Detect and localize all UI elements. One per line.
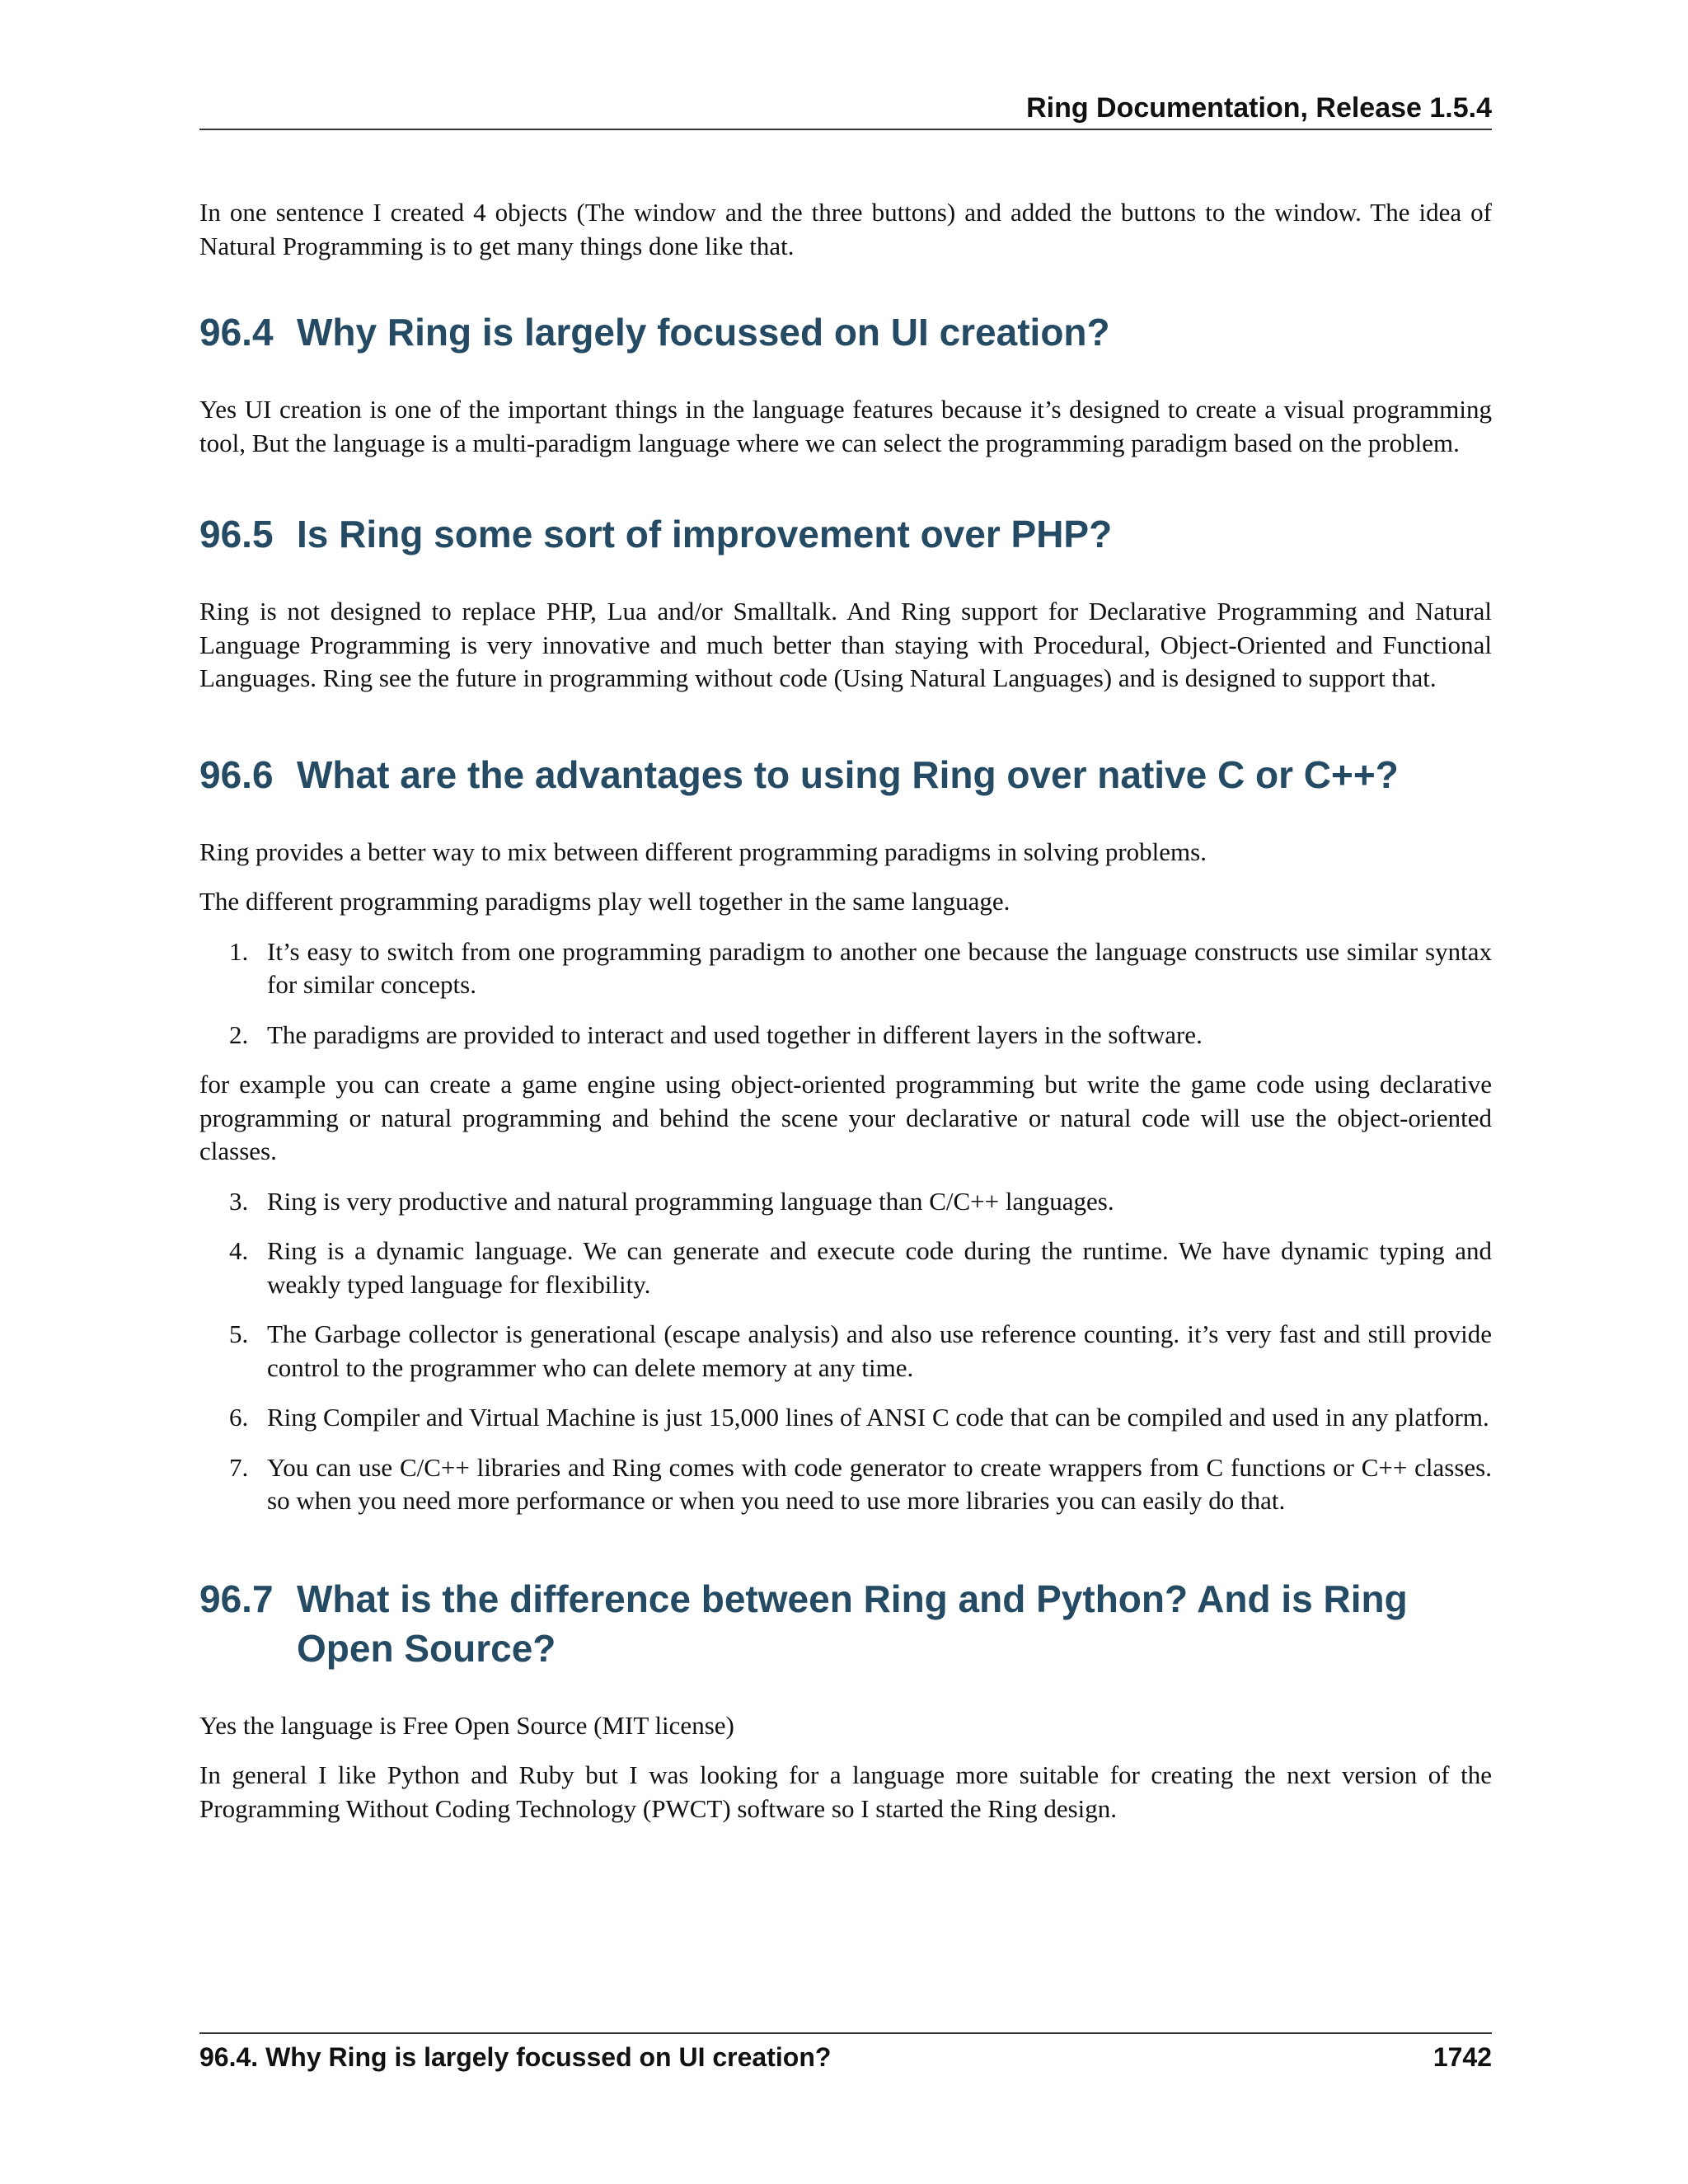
paragraph: The different programming paradigms play well together in the same language. xyxy=(199,887,1010,916)
list-item xyxy=(199,1451,1492,1518)
section-heading-96-6 xyxy=(199,750,1492,799)
header-title: Ring Documentation, Release 1.5.4 xyxy=(1026,92,1492,124)
section-number: 96.6 xyxy=(199,752,274,796)
section-title: What are the advantages to using Ring over native C or C++? xyxy=(297,752,1399,796)
list-number: 7. xyxy=(229,1452,249,1482)
section-title: What is the difference between Ring and Python? And is Ring Open Source? xyxy=(297,1577,1408,1670)
list-item xyxy=(199,1401,1492,1435)
advantages-list-1 xyxy=(199,935,1492,1052)
list-number: 5. xyxy=(229,1319,249,1348)
section-heading-96-4 xyxy=(199,307,1492,357)
list-number: 4. xyxy=(229,1236,249,1265)
footer-section-title: 96.4. Why Ring is largely focussed on UI creation? xyxy=(199,2042,832,2072)
list-item xyxy=(199,935,1492,1002)
list-text: The Garbage collector is generational (escape analysis) and also use reference counting. it’s very fast and still provide control to the programmer who can delete memory at any time. xyxy=(267,1319,1492,1382)
page-footer xyxy=(199,2032,1492,2072)
list-number: 6. xyxy=(229,1403,249,1432)
paragraph: Yes UI creation is one of the important things in the language features because it’s designed to create a visual programming tool, But the language is a multi-paradigm language where we can select the programming paradigm based on the problem. xyxy=(199,395,1492,457)
page-header xyxy=(199,91,1492,130)
advantages-list-2 xyxy=(199,1185,1492,1518)
paragraph: In general I like Python and Ruby but I was looking for a language more suitable for creating the next version of the Programming Without Coding Technology (PWCT) software so I started the Ring design. xyxy=(199,1760,1492,1823)
paragraph: Ring provides a better way to mix between different programming paradigms in solving problems. xyxy=(199,837,1207,866)
paragraph: for example you can create a game engine using object-oriented programming but write the game code using declarative programming or natural programming and behind the scene your declarative or natural code will use the object-oriented classes. xyxy=(199,1070,1492,1165)
section-number: 96.4 xyxy=(199,311,274,354)
section-number: 96.7 xyxy=(199,1577,274,1620)
list-text: Ring is a dynamic language. We can generate and execute code during the runtime. We have dynamic typing and weakly typed language for flexibility. xyxy=(267,1236,1492,1299)
list-item xyxy=(199,1318,1492,1385)
list-item xyxy=(199,1185,1492,1219)
list-item xyxy=(199,1235,1492,1301)
paragraph: Yes the language is Free Open Source (MIT license) xyxy=(199,1710,734,1740)
section-title: Why Ring is largely focussed on UI creation? xyxy=(297,311,1110,354)
list-item xyxy=(199,1019,1492,1052)
list-text: It’s easy to switch from one programming paradigm to another one because the language constructs use similar syntax for similar concepts. xyxy=(267,936,1492,999)
list-text: Ring is very productive and natural programming language than C/C++ languages. xyxy=(267,1186,1114,1216)
list-number: 2. xyxy=(229,1019,249,1049)
list-number: 3. xyxy=(229,1186,249,1216)
list-text: You can use C/C++ libraries and Ring comes with code generator to create wrappers from C functions or C++ classes. so when you need more performance or when you need to use more libraries you can easily do that. xyxy=(267,1452,1492,1515)
list-text: The paradigms are provided to interact and used together in different layers in the software. xyxy=(267,1019,1203,1049)
section-title: Is Ring some sort of improvement over PHP? xyxy=(297,513,1113,555)
intro-paragraph: In one sentence I created 4 objects (The window and the three buttons) and added the buttons to the window. The idea of Natural Programming is to get many things done like that. xyxy=(199,198,1492,260)
section-heading-96-5 xyxy=(199,509,1492,559)
document-page xyxy=(199,0,1492,2184)
list-number: 1. xyxy=(229,936,249,966)
paragraph: Ring is not designed to replace PHP, Lua and/or Smalltalk. And Ring support for Declarative Programming and Natural Language Programming is very innovative and much better than staying with Procedural, Object-Oriented and Functional Languages. Ring see the future in programming without code (Using Natural Languages) and is designed to support that. xyxy=(199,597,1492,692)
page-number: 1742 xyxy=(1432,2042,1492,2072)
page-content xyxy=(199,196,1492,1842)
list-text: Ring Compiler and Virtual Machine is just 15,000 lines of ANSI C code that can be compiled and used in any platform. xyxy=(267,1403,1489,1432)
section-heading-96-7 xyxy=(199,1574,1492,1673)
section-number: 96.5 xyxy=(199,513,274,555)
